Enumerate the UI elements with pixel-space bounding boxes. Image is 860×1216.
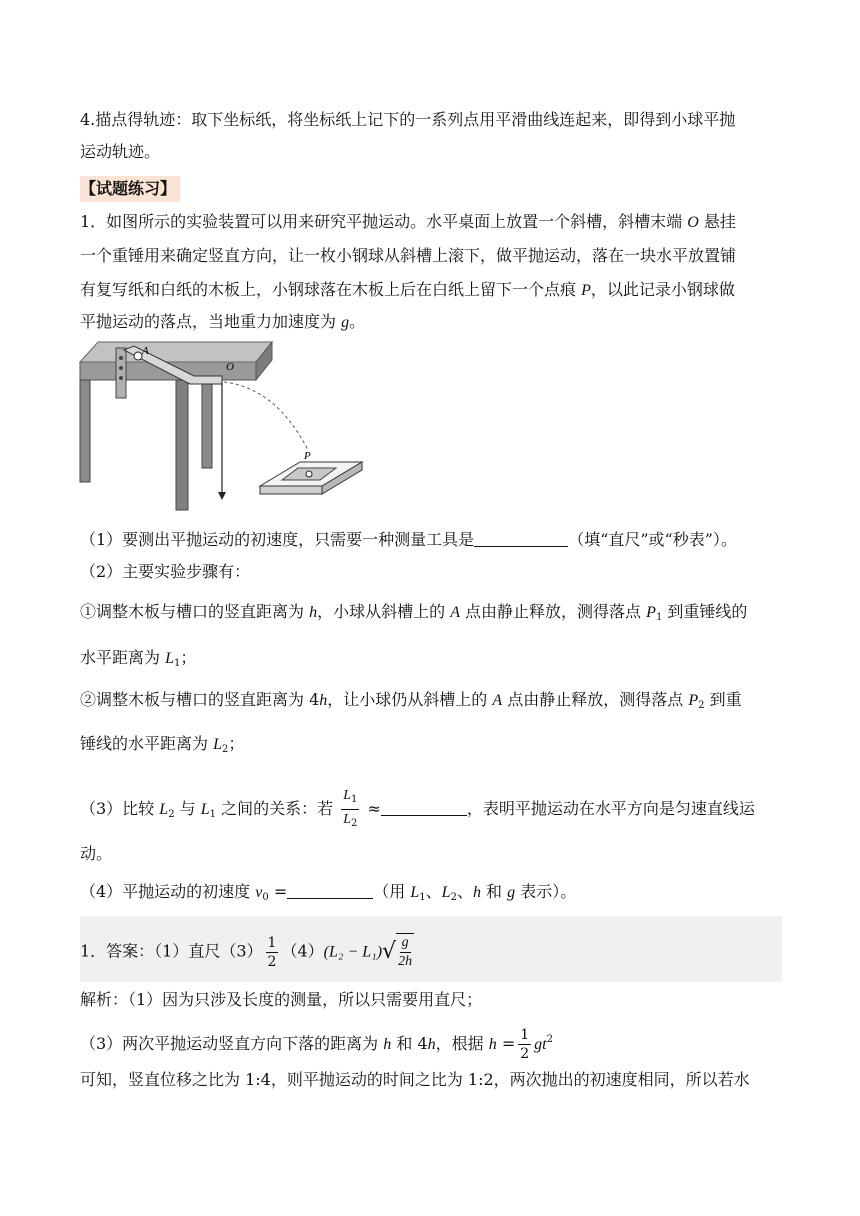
step4-line2 [80, 136, 782, 168]
q3-text: 之间的关系：若 [216, 799, 339, 818]
var-h: h [319, 692, 328, 709]
var-l2: L [441, 884, 451, 901]
label-a: A [142, 345, 149, 357]
problem-line4 [80, 306, 782, 339]
var-p: P [581, 282, 591, 299]
step2-text: 到重 [704, 690, 742, 709]
var-v: v [255, 884, 263, 901]
table-surface [80, 342, 272, 362]
analysis-text: 解析：（1）因为只涉及长度的测量，所以只需要用直尺； [80, 990, 483, 1009]
table-leg-left [80, 380, 90, 482]
q2-text: （2）主要实验步骤有： [80, 562, 251, 581]
q4-text: 、 [456, 882, 473, 901]
q4-line [80, 876, 782, 914]
var-p1: P [646, 604, 656, 621]
experiment-figure [76, 338, 376, 516]
sub-1: 1 [655, 612, 663, 623]
sup-2: 2 [546, 1034, 553, 1045]
var-o: O [687, 214, 699, 231]
problem-text: ，以此记录小钢球做 [590, 280, 735, 299]
sub-1: 1 [351, 794, 358, 805]
answer-box [80, 916, 782, 982]
q3-blank[interactable] [381, 797, 467, 816]
q1-blank[interactable] [474, 528, 568, 547]
problem-text: 。 [349, 312, 366, 331]
sub-1: 1 [209, 809, 217, 820]
plumb-bob [218, 492, 226, 500]
var-a: A [450, 604, 460, 621]
answer-text: （4） [281, 941, 324, 961]
step2-text: ②调整木板与槽口的竖直距离为 4 [80, 690, 320, 709]
frac-num: 1 [267, 934, 277, 951]
board-edge [260, 486, 322, 494]
stand-peg [119, 356, 123, 360]
step4-text-cont: 运动轨迹。 [80, 142, 161, 161]
analysis-line1 [80, 984, 782, 1016]
analysis-text: （3）两次平抛运动竖直方向下落的距离为 [80, 1034, 384, 1053]
var-g: g [341, 314, 350, 331]
q1-line [80, 524, 782, 556]
q2-line [80, 556, 782, 588]
problem-text: 悬挂 [698, 212, 736, 231]
q4-text: （4）平抛运动的初速度 [80, 882, 256, 901]
answer-fraction [266, 934, 279, 971]
label-p: P [304, 450, 311, 462]
mark-p [306, 471, 312, 477]
q4-text: 和 [480, 882, 508, 901]
equals-sign: = [496, 1034, 516, 1053]
step1-text: 到重锤线的 [662, 602, 748, 621]
q3-line2 [80, 838, 782, 870]
var-h: h [427, 1036, 436, 1053]
sub-0: 0 [262, 892, 269, 903]
frac-den: 2 [267, 953, 277, 970]
q3-line1 [80, 786, 782, 833]
radical-sign: √ [382, 939, 397, 964]
approx-sign: ≈ [362, 799, 381, 818]
var-h: h [383, 1036, 392, 1053]
var-l2: L [159, 801, 169, 818]
sub-1: 1 [174, 658, 181, 669]
var-h: h [309, 604, 318, 621]
step2-line2 [80, 728, 782, 766]
table-leg-front [176, 380, 188, 510]
frac-num: L [343, 788, 352, 803]
stand-peg [119, 376, 123, 380]
var-h: h [472, 884, 481, 901]
analysis-text: 可知，竖直位移之比为 1:4，则平抛运动的时间之比为 1:2，两次抛出的初速度相同，所以若水 [80, 1070, 750, 1089]
problem-line3 [80, 274, 782, 307]
q3-text: 与 [174, 799, 201, 818]
var-gt: gt [534, 1036, 547, 1053]
step1-text: ； [180, 648, 197, 667]
step1-line2 [80, 642, 782, 680]
var-l2: L [213, 736, 222, 753]
var-l1: L [410, 884, 420, 901]
var-l1: L [165, 650, 174, 667]
answer-line [80, 933, 770, 971]
table-leg-back [202, 380, 212, 468]
step1-text: ①调整木板与槽口的竖直距离为 [80, 602, 310, 621]
problem-text: 有复写纸和白纸的木板上，小钢球落在木板上后在白纸上留下一个点痕 [80, 280, 582, 299]
var-h: h [488, 1036, 497, 1053]
var-g: g [507, 884, 516, 901]
analysis-text: 和 4 [391, 1034, 428, 1053]
problem-line1 [80, 206, 782, 239]
label-o: O [226, 361, 234, 373]
answer-expression: (L₂ − L₁) [323, 943, 383, 961]
q1-text: （1）要测出平抛运动的初速度，只需要一种测量工具是 [80, 530, 475, 549]
step2-text: 锤线的水平距离为 [80, 734, 214, 753]
stand-peg [119, 366, 123, 370]
step4-text: 4.描点得轨迹：取下坐标纸，将坐标纸上记下的一系列点用平滑曲线连起来，即得到小球平抛 [80, 110, 736, 129]
trajectory-curve [224, 382, 308, 450]
sqrt [382, 933, 414, 971]
var-p2: P [688, 692, 699, 709]
step1-text: ，小球从斜槽上的 [317, 602, 451, 621]
step2-text: 点由静止释放，测得落点 [502, 690, 689, 709]
q4-blank[interactable] [287, 880, 373, 899]
q4-text: 表示）。 [515, 882, 577, 901]
q3-text: 动。 [80, 844, 113, 863]
sqrt-num: g [400, 934, 411, 953]
problem-line2 [80, 240, 782, 272]
analysis-line2 [80, 1024, 782, 1063]
ratio-fraction [341, 786, 359, 833]
sub-1: 1 [419, 892, 426, 903]
sub-2: 2 [698, 700, 705, 711]
step4-line1 [80, 104, 782, 136]
sub-2: 2 [351, 818, 358, 829]
sub-2: 2 [168, 809, 175, 820]
frac-den: L [343, 812, 352, 827]
problem-text: 平抛运动的落点，当地重力加速度为 [80, 312, 342, 331]
equals-sign: = [268, 882, 288, 901]
problem-text: 1．如图所示的实验装置可以用来研究平抛运动。水平桌面上放置一个斜槽，斜槽末端 [80, 212, 688, 231]
section-tag: 【试题练习】 [80, 176, 180, 202]
ball-a [134, 352, 142, 360]
q4-text: 、 [425, 882, 442, 901]
q3-text: （3）比较 [80, 799, 160, 818]
sqrt-den: 2h [398, 954, 413, 969]
step1-line1 [80, 596, 782, 634]
half-fraction [518, 1026, 531, 1063]
q3-text: ，表明平抛运动在水平方向是匀速直线运 [466, 799, 755, 818]
frac-den: 2 [520, 1046, 530, 1062]
frac-num: 1 [520, 1027, 530, 1043]
var-a: A [492, 692, 503, 709]
sub-2: 2 [450, 892, 457, 903]
var-l1: L [200, 801, 210, 818]
q4-text: （用 [373, 882, 411, 901]
sub-2: 2 [222, 744, 229, 755]
analysis-text: ，根据 [435, 1034, 489, 1053]
step2-text: ，让小球仍从斜槽上的 [327, 690, 493, 709]
problem-text: 一个重锤用来确定竖直方向，让一枚小钢球从斜槽上滚下，做平抛运动，落在一块水平放置铺 [80, 246, 737, 265]
q1-hint: （填“直尺”或“秒表”）。 [568, 530, 737, 549]
step2-text: ； [228, 734, 245, 753]
analysis-line3 [80, 1064, 782, 1096]
step1-text: 水平距离为 [80, 648, 166, 667]
answer-text: 1．答案：（1）直尺（3） [80, 941, 263, 961]
step2-line1 [80, 684, 782, 722]
chute-stand [116, 348, 126, 398]
step1-text: 点由静止释放，测得落点 [459, 602, 647, 621]
